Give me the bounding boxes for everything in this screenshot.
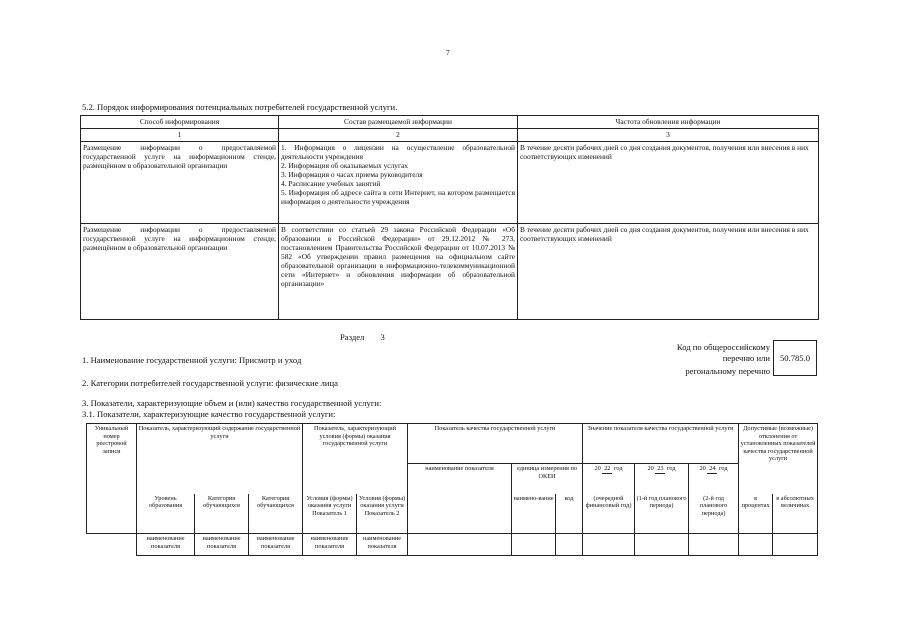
level-header: Уровень образования <box>137 494 195 534</box>
condition2-header: Условия (формы) оказания услуги Показатель 2 <box>357 494 408 534</box>
year1-note: (очередной финансовый год) <box>583 494 635 534</box>
section-label: Раздел <box>340 332 365 342</box>
header-frequency: Частота обновления информации <box>518 116 819 129</box>
header-method: Способ информирования <box>81 116 279 129</box>
indicator-name-2: наименование показателя <box>195 534 249 556</box>
category2-header: Категория обучающихся <box>249 494 303 534</box>
year2-note: (1-й год планового периода) <box>635 494 689 534</box>
unit-okei-header: единица измерения по ОКЕИ <box>512 464 583 494</box>
year2-prefix: 20 <box>647 465 654 473</box>
deviation-absolute: в абсолютных величинах <box>773 494 818 534</box>
year3-prefix: 20 <box>699 465 706 473</box>
section-number: 3 <box>380 332 385 342</box>
indicators-heading: 3. Показатели, характеризующие объем и (или) качество государственной услуги: <box>82 398 382 408</box>
year1-prefix: 20 <box>594 465 601 473</box>
row1-item-2: 2. Информация об оказываемых услугах <box>281 161 408 171</box>
year1-suffix: год <box>613 465 623 473</box>
indicator-name-5: наименование показателя <box>357 534 408 556</box>
header-composition: Состав размещаемой информации <box>279 116 518 129</box>
row1-composition <box>279 142 518 224</box>
service-name: 1. Наименование государственной услуги: Присмотр и уход <box>82 355 302 365</box>
code-label-line2: перечню или <box>722 353 770 364</box>
code-label-line1: Код по общероссийскому <box>676 342 770 352</box>
year3-suffix: год <box>718 465 728 473</box>
year1-header <box>583 464 635 494</box>
page-number: 7 <box>446 48 450 57</box>
quality-indicators-table <box>86 423 818 556</box>
condition1-header: Условия (формы) оказания услуги Показатель 1 <box>303 494 357 534</box>
year2-value: 23 <box>657 465 664 473</box>
col-deviation: Допустимые (возможные) отклонения от установленных показателей качества государственной услуги <box>739 424 818 464</box>
year3-value: 24 <box>709 465 716 473</box>
row2-method: Размещение информации о предоставляемой государственной услуге на информационном стенде, размещённом в образовательной организации <box>81 224 279 320</box>
col-quality: Показатель качества государственной услуги <box>408 424 583 464</box>
year3-note: (2-й год планового периода) <box>689 494 739 534</box>
quality-heading: 3.1. Показатели, характеризующие качество государственной услуги: <box>82 409 336 419</box>
deviation-percent: в процентах <box>739 494 773 534</box>
col-content: Показатель, характеризующий содержание государственной услуги <box>137 424 303 464</box>
row1-item-4: 4. Расписание учебных занятий <box>281 179 381 189</box>
category1-header: Категория обучающихся <box>195 494 249 534</box>
col-number-1: 1 <box>81 129 279 142</box>
col-number-2: 2 <box>279 129 518 142</box>
code-value-box: 50.785.0 <box>773 340 817 376</box>
consumer-category: 2. Категории потребителей государственной услуги: физические лица <box>82 378 338 388</box>
year3-header <box>689 464 739 494</box>
year1-value: 22 <box>604 465 611 473</box>
row1-method: Размещение информации о предоставляемой государственной услуге на информационном стенде, размещённом в образовательной организации <box>81 142 279 224</box>
row1-item-3: 3. Информация о часах приема руководителя <box>281 170 423 180</box>
col-value: Значение показателя качества государственной услуги <box>583 424 739 464</box>
row2-frequency: В течение десяти рабочих дней со дня создания документов, получения или внесения в них соответствующих изменений <box>518 224 819 320</box>
quality-name-header: наименование показателя <box>408 464 512 534</box>
unit-code-header: код <box>556 494 583 534</box>
col-number-3: 3 <box>518 129 819 142</box>
indicator-name-3: наименование показателя <box>249 534 303 556</box>
unit-name-header: наимено-вание <box>512 494 556 534</box>
year2-header <box>635 464 689 494</box>
section-5-2-heading: 5.2. Порядок информирования потенциальных потребителей государственной услуги. <box>82 102 398 112</box>
row1-frequency: В течение десяти рабочих дней со дня создания документов, получения или внесения в них соответствующих изменений <box>518 142 819 224</box>
indicator-name-1: наименование показателя <box>137 534 195 556</box>
indicator-name-4: наименование показателя <box>303 534 357 556</box>
row1-item-5: 5. Информация об адресе сайта в сети Интернет, на котором размещается информация о деятельности учреждения <box>281 188 515 207</box>
code-label-line3: регональному перечню <box>685 365 770 376</box>
col-conditions: Показатель, характеризующий условия (формы) оказания государственной услуги <box>303 424 408 464</box>
year2-suffix: год <box>666 465 676 473</box>
section-title <box>340 332 385 342</box>
col-unique-number: Уникальный номер реестровой записи <box>87 424 137 534</box>
code-label <box>640 342 770 376</box>
row1-item-1: 1. Информация о лицензии на осуществление образовательной деятельности учреждения <box>281 143 515 162</box>
row2-composition: В соответствии со статьей 29 закона Российской Федерации «Об образовании в Российской Федерации» от 29.12.2012 № 273, постановлением Правительства Российской Федерации от 10.07.2013 № 582 «Об утверждении правил размещения на официальном сайте образовательной организации в информационно-телекоммуникационной сети «Интернет» и обновления информации об образовательной организации» <box>279 224 518 320</box>
informing-table <box>80 115 819 320</box>
